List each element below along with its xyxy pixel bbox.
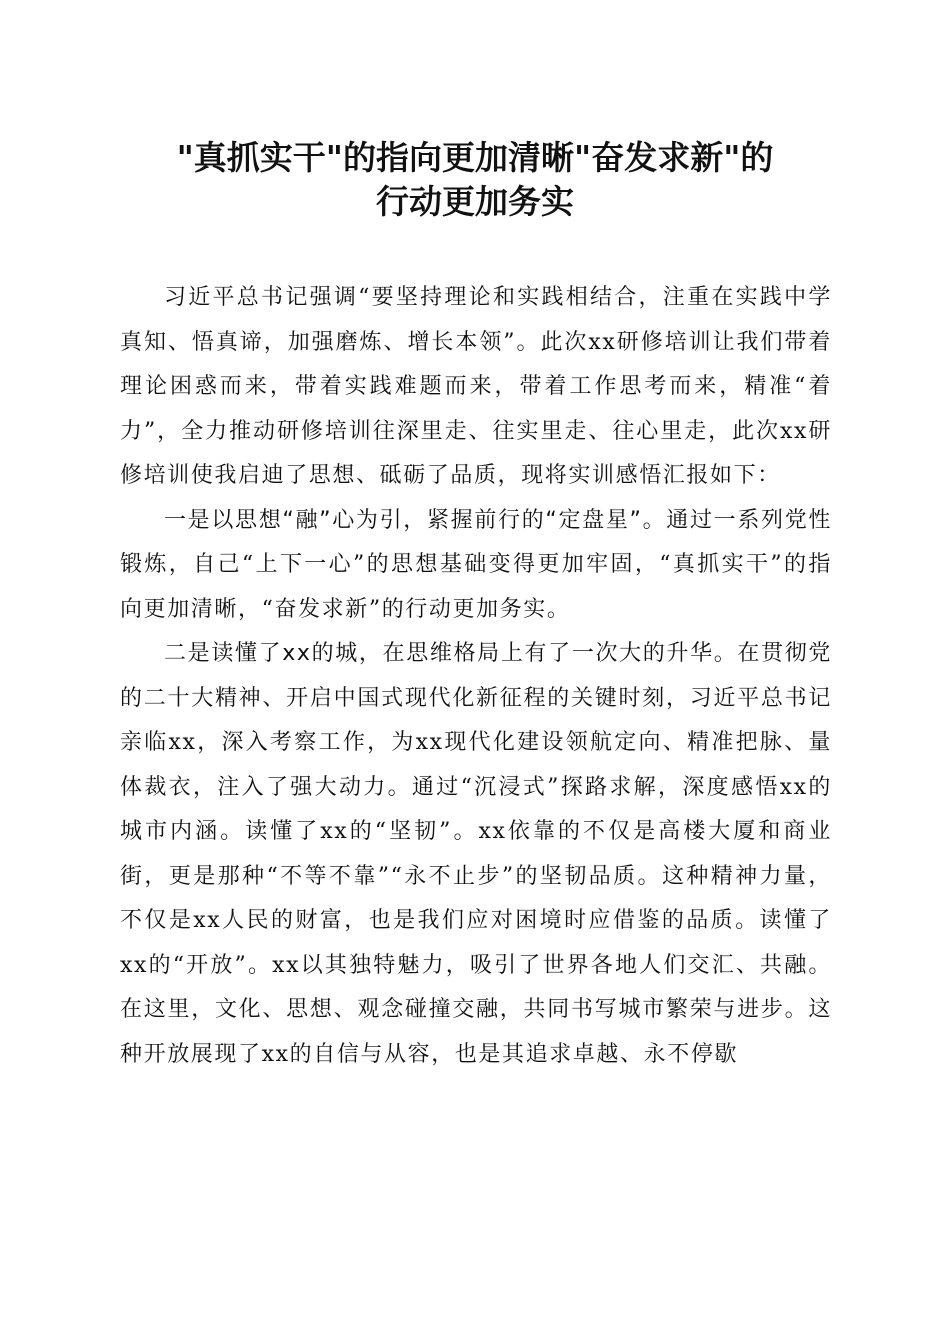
title-line-1: "真抓实干"的指向更加清晰"奋发求新"的 — [176, 138, 774, 177]
paragraph-text: 在贯彻党的二十大精神、开启中国式现代化新征程的关键时刻，习近平总书记亲临xx，深入考察工作，为xx现代化建设领航定向、精准把脉、量体裁衣，注入了强大动力。通过“沉浸式”探路求解，深度感悟xx的城市内涵。读懂了xx的“坚韧”。xx依靠的不仅是高楼大厦和商业街，更是那种“不等不靠”“永不止步”的坚韧品质。这种精神力量，不仅是xx人民的财富，也是我们应对困境时应借鉴的品质。读懂了xx的“开放”。xx以其独特魅力，吸引了世界各地人们交汇、共融。在这里，文化、思想、观念碰撞交融，共同书写城市繁荣与进步。这种开放展现了xx的自信与从容，也是其追求卓越、永不停歇 — [120, 641, 832, 1067]
paragraph-text: 通过一系列党性锻炼，自己“上下一心”的思想基础变得更加牢固，“真抓实干”的指向更加清晰，“奋发求新”的行动更加务实。 — [120, 507, 832, 622]
paragraph-lead: 一是以思想“融”心为引，紧握前行的“定盘星”。 — [164, 507, 667, 533]
paragraph-point-one — [120, 499, 832, 633]
title-line-2: 行动更加务实 — [376, 182, 574, 221]
document-body — [120, 276, 832, 1077]
paragraph-lead: 二是读懂了xx的城，在思维格局上有了一次大的升华。 — [164, 641, 738, 666]
document-title — [100, 136, 850, 224]
paragraph-point-two — [120, 632, 832, 1077]
paragraph-intro — [120, 276, 832, 499]
paragraph-text: 习近平总书记强调“要坚持理论和实践相结合，注重在实践中学真知、悟真谛，加强磨炼、增长本领”。此次xx研修培训让我们带着理论困惑而来，带着实践难题而来，带着工作思考而来，精准“着力”，全力推动研修培训往深里走、往实里走、往心里走，此次xx研修培训使我启迪了思想、砥砺了品质，现将实训感悟汇报如下： — [120, 285, 832, 488]
